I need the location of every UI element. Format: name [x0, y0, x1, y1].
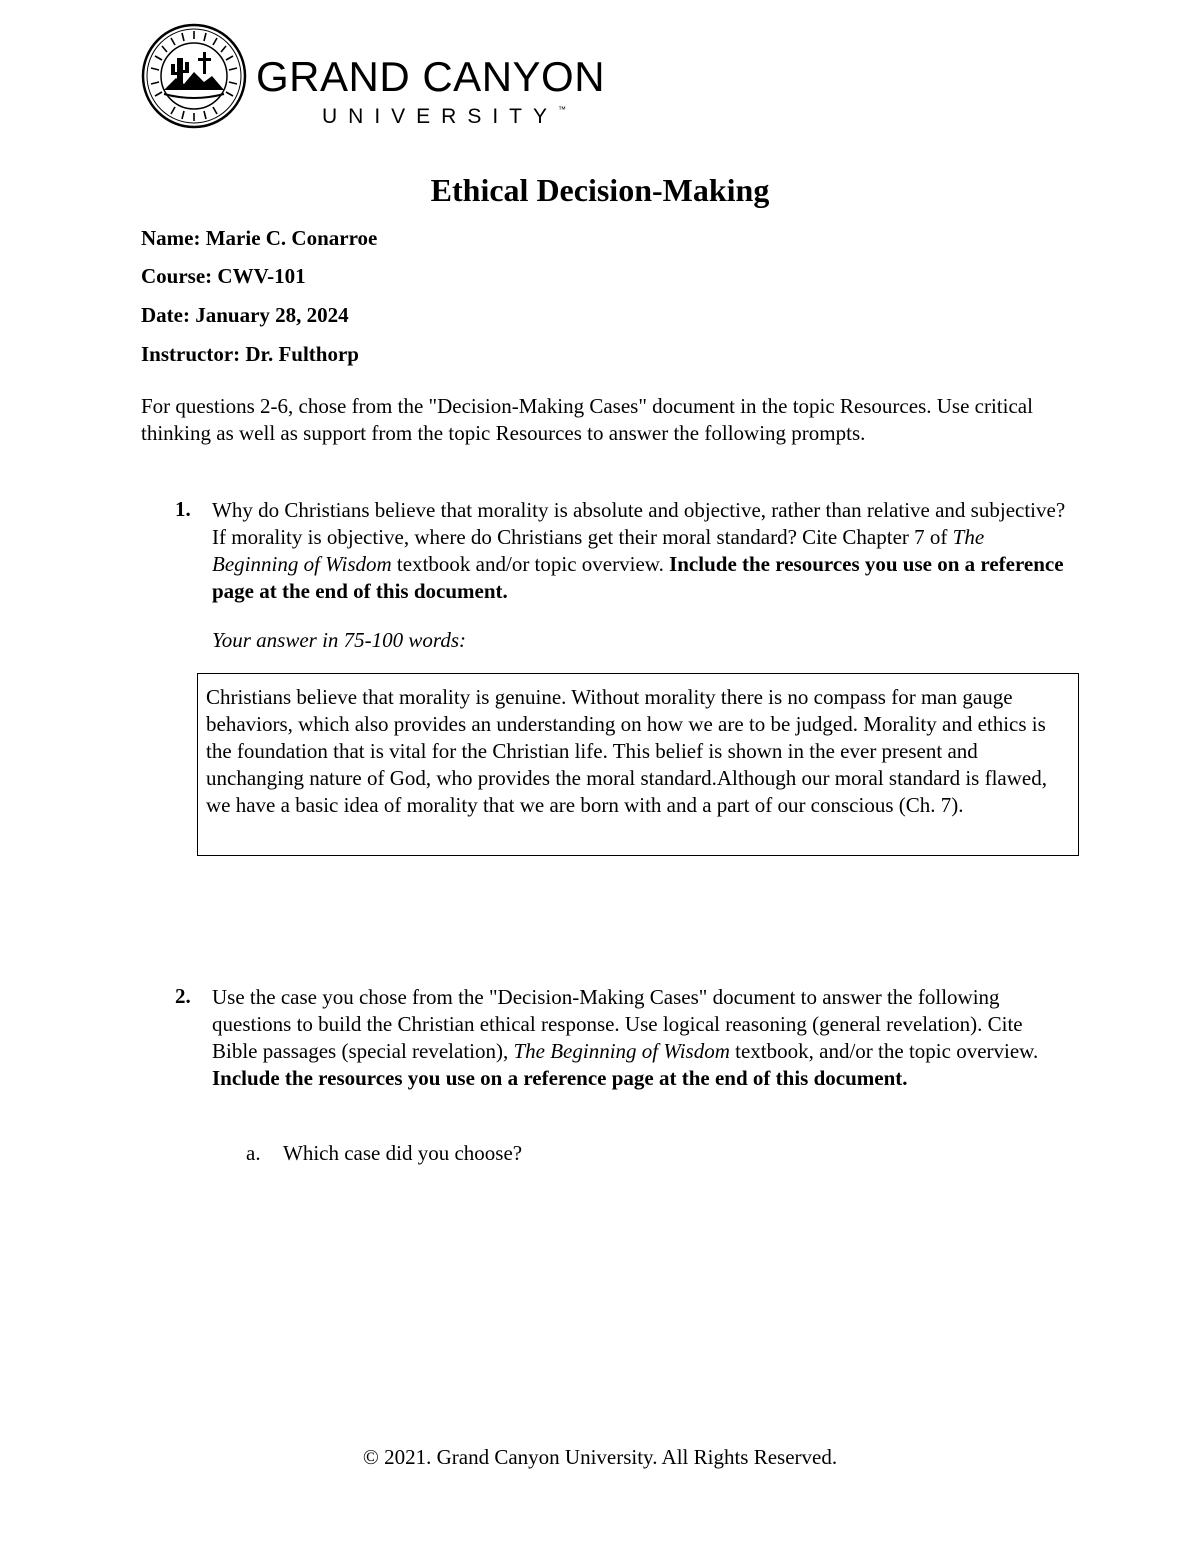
- student-name: Name: Marie C. Conarroe: [141, 226, 378, 250]
- question-2a-label: a.: [246, 1141, 261, 1165]
- question-1-instruction: Include the resources you use on a reference page at the end of this document.: [212, 552, 1064, 603]
- submission-date: Date: January 28, 2024: [141, 303, 349, 327]
- question-2-prompt: Use the case you chose from the "Decision-Making Cases" document to answer the following questions to build the Christian ethical response. Use logical reasoning (general revelation). Cite Bible passages (special revelation),: [212, 985, 1023, 1063]
- trademark-symbol: ™: [558, 105, 567, 114]
- university-logo: [140, 22, 620, 132]
- logo-wordmark-university: UNIVERSITY: [322, 105, 559, 128]
- question-1-number: 1.: [175, 497, 191, 521]
- question-2-prompt-cont: textbook, and/or the topic overview.: [729, 1039, 1039, 1063]
- answer-label: Your answer in 75-100 words:: [212, 628, 466, 652]
- question-2-book-title: The Beginning of Wisdom: [513, 1039, 730, 1063]
- intro-paragraph: For questions 2-6, chose from the "Decision-Making Cases" document in the topic Resources. Use critical thinking as well as support from the topic Resources to answer the following prompts.: [141, 394, 1033, 445]
- logo-wordmark-bottom: [322, 106, 566, 127]
- question-2-text: [212, 984, 1072, 1092]
- copyright-footer: © 2021. Grand Canyon University. All Rights Reserved.: [362, 1445, 838, 1469]
- question-1-book-title: The Beginning of Wisdom: [212, 525, 985, 576]
- question-1-text: [212, 497, 1072, 605]
- answer-1-box[interactable]: Christians believe that morality is genuine. Without morality there is no compass for man gauge behaviors, which also provides an understanding on how we are to be judged. Morality and ethics is the foundation that is vital for the Christian life. This belief is shown in the ever present and unchanging nature of God, who provides the moral standard.Although our moral standard is flawed, we have a basic idea of morality that we are born with and a part of our conscious (Ch. 7).: [197, 673, 1079, 856]
- question-1-prompt-cont: textbook and/or topic overview.: [391, 552, 670, 576]
- university-seal-icon: [140, 22, 248, 130]
- question-2-number: 2.: [175, 984, 191, 1008]
- logo-wordmark-top: GRAND CANYON: [256, 53, 606, 100]
- question-2a-text: Which case did you choose?: [283, 1141, 523, 1165]
- instructor-name: Instructor: Dr. Fulthorp: [141, 342, 359, 366]
- course-code: Course: CWV-101: [141, 264, 306, 288]
- question-1-prompt: Why do Christians believe that morality is absolute and objective, rather than relative and subjective? If morality is objective, where do Christians get their moral standard? Cite Chapter 7 of: [212, 498, 1066, 549]
- question-2-instruction: Include the resources you use on a reference page at the end of this document.: [212, 1066, 908, 1090]
- document-title: Ethical Decision-Making: [430, 172, 770, 208]
